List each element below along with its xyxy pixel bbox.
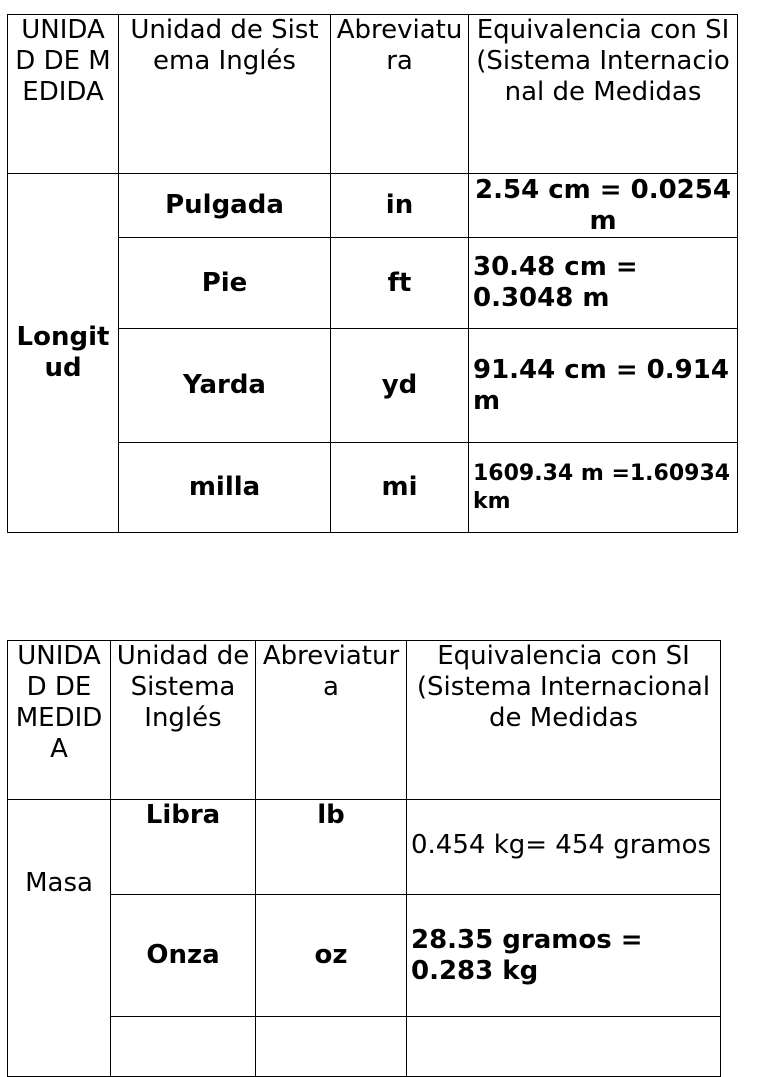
si-equivalence-cell: 2.54 cm = 0.0254 m <box>469 174 738 238</box>
unit-name-cell: milla <box>119 443 331 533</box>
unit-name-cell: Pie <box>119 238 331 329</box>
unit-name-cell <box>111 1017 256 1077</box>
unit-abbreviation-cell: yd <box>331 329 469 443</box>
category-cell: Longitud <box>8 174 119 533</box>
header-english-unit: Unidad de Sistema Inglés <box>111 641 256 800</box>
header-si-equivalence: Equivalencia con SI (Sistema Internacional de Medidas <box>469 15 738 174</box>
table-row <box>8 895 721 1017</box>
unit-name-cell: Libra <box>111 800 256 895</box>
category-cell: Masa <box>8 800 111 1077</box>
header-abbreviation: Abreviatura <box>331 15 469 174</box>
table-row <box>8 800 721 895</box>
header-english-unit: Unidad de Sistema Inglés <box>119 15 331 174</box>
table-row <box>8 174 738 238</box>
unit-abbreviation-cell: ft <box>331 238 469 329</box>
si-equivalence-cell: 0.454 kg= 454 gramos <box>407 800 721 895</box>
table-row <box>8 1017 721 1077</box>
header-unit-of-measure: UNIDAD DE MEDIDA <box>8 641 111 800</box>
unit-name-cell: Yarda <box>119 329 331 443</box>
header-si-equivalence: Equivalencia con SI (Sistema Internacional de Medidas <box>407 641 721 800</box>
unit-name-cell: Onza <box>111 895 256 1017</box>
si-equivalence-cell <box>407 1017 721 1077</box>
si-equivalence-cell: 30.48 cm = 0.3048 m <box>469 238 738 329</box>
unit-abbreviation-cell: oz <box>256 895 407 1017</box>
unit-abbreviation-cell <box>256 1017 407 1077</box>
unit-abbreviation-cell: mi <box>331 443 469 533</box>
si-equivalence-cell: 28.35 gramos = 0.283 kg <box>407 895 721 1017</box>
table-header-row <box>8 15 738 174</box>
unit-abbreviation-cell: lb <box>256 800 407 895</box>
header-unit-of-measure: UNIDAD DE MEDIDA <box>8 15 119 174</box>
unit-name-cell: Pulgada <box>119 174 331 238</box>
si-equivalence-cell: 91.44 cm = 0.914 m <box>469 329 738 443</box>
si-equivalence-cell: 1609.34 m =1.60934 km <box>469 443 738 533</box>
table-header-row <box>8 641 721 800</box>
unit-abbreviation-cell: in <box>331 174 469 238</box>
header-abbreviation: Abreviatura <box>256 641 407 800</box>
length-units-table <box>7 14 738 533</box>
mass-units-table <box>7 640 721 1077</box>
